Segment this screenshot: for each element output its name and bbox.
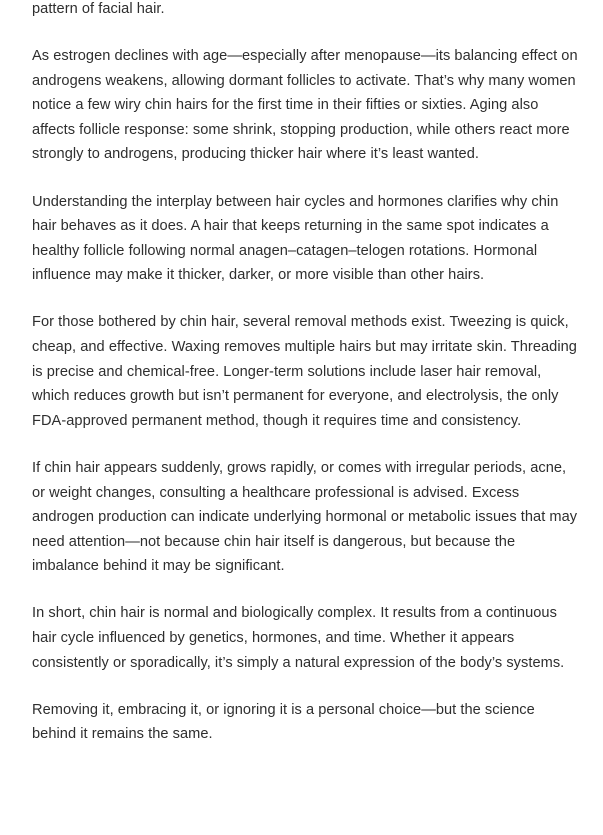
paragraph-intro-tail: pattern of facial hair.	[32, 1, 165, 17]
paragraph-estrogen-aging: As estrogen declines with age—especially after menopause—its balancing effect on androgens weakens, allowing dormant follicles to activate. That’s why many women notice a few wiry chin hairs for the first time in their fifties or sixties. Aging also affects follicle response: some shrink, stopping production, while others react more strongly to androgens, producing thicker hair where it’s least wanted.	[32, 48, 578, 163]
paragraph-summary: In short, chin hair is normal and biologically complex. It results from a continuous hair cycle influenced by genetics, hormones, and time. Whether it appears consistently or sporadically, it’s simply a natural expression of the body’s systems.	[32, 605, 565, 671]
paragraph-removal-methods: For those bothered by chin hair, several removal methods exist. Tweezing is quick, cheap, and effective. Waxing removes multiple hairs but may irritate skin. Threading is precise and chemical-free. Longer-term solutions include laser hair removal, which reduces growth but isn’t permanent for everyone, and electrolysis, the only FDA-approved permanent method, though it requires time and consistency.	[32, 314, 577, 429]
paragraph-conclusion: Removing it, embracing it, or ignoring it is a personal choice—but the science behind it remains the same.	[32, 701, 535, 743]
paragraph-medical-advice: If chin hair appears suddenly, grows rapidly, or comes with irregular periods, acne, or weight changes, consulting a healthcare professional is advised. Excess androgen production can indicate underlying hormonal or metabolic issues that may need attention—not because chin hair itself is dangerous, but because the imbalance behind it may be significant.	[32, 459, 578, 575]
article-body	[32, 0, 580, 769]
paragraph-hair-cycles: Understanding the interplay between hair cycles and hormones clarifies why chin hair behaves as it does. A hair that keeps returning in the same spot indicates a healthy follicle following normal anagen–catagen–telogen rotations. Hormonal influence may make it thicker, darker, or more visible than other hairs.	[32, 193, 559, 284]
